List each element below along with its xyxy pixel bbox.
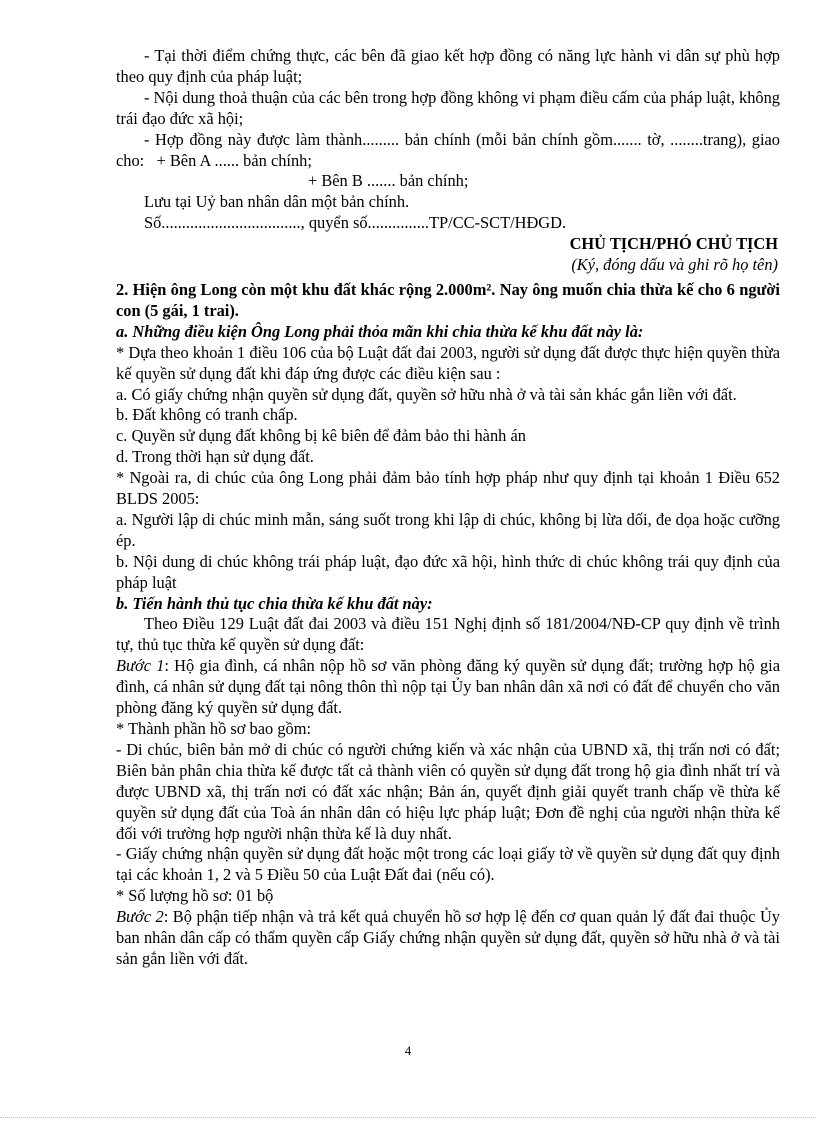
paragraph-dossier-2: - Giấy chứng nhận quyền sử dụng đất hoặc một trong các loại giấy tờ về quyền sử dụng đất quy định tại các khoản 1, 2 và 5 Điều 50 của Luật Đất đai (nếu có). <box>116 844 780 885</box>
step-1-label: Bước 1 <box>116 656 165 676</box>
step-1-text: : Hộ gia đình, cá nhân nộp hồ sơ văn phòng đăng ký quyền sử dụng đất; trường hợp hộ gia đình, cá nhân sử dụng đất tại nông thôn thì nộp tại Ủy ban nhân dân xã nơi có đất để chuyển cho văn phòng đăng ký quyền sử dụng đất. <box>116 656 780 718</box>
paragraph-dossier-1: - Di chúc, biên bản mở di chúc có người chứng kiến và xác nhận của UBND xã, thị trấn nơi có đất; Biên bản phân chia thừa kế được tất cả thành viên có quyền sử dụng đất trong hộ gia đình nhất trí và được UBND xã, thị trấn nơi có đất xác nhận; Bản án, quyết định giải quyết tranh chấp về thừa kế quyền sử dụng đất của Toà án nhân dân có hiệu lực pháp luật; Đơn đề nghị của người nhận thừa kế đối với trường hợp người nhận thừa kế là duy nhất. <box>116 739 780 843</box>
paragraph-copies <box>116 130 780 172</box>
condition-a: a. Có giấy chứng nhận quyền sử dụng đất, quyền sở hữu nhà ở và tài sản khác gắn liền với đất. <box>116 384 737 404</box>
page-number: 4 <box>404 1043 412 1058</box>
paragraph-capacity: - Tại thời điểm chứng thực, các bên đã giao kết hợp đồng có năng lực hành vi dân sự phù hợp theo quy định của pháp luật; <box>116 46 780 86</box>
subsection-a-heading: a. Những điều kiện Ông Long phải thỏa mãn khi chia thừa kế khu đất này là: <box>116 321 644 341</box>
paragraph-content: - Nội dung thoả thuận của các bên trong hợp đồng không vi phạm điều cấm của pháp luật, không trái đạo đức xã hội; <box>116 87 780 128</box>
paragraph-a1: * Dựa theo khoản 1 điều 106 của bộ Luật đất đai 2003, người sử dụng đất được thực hiện quyền thừa kế quyền sử dụng đất khi đáp ứng được các điều kiện sau : <box>116 342 780 383</box>
subsection-b-heading: b. Tiến hành thủ tục chia thừa kế khu đất này: <box>116 593 433 613</box>
step-2-label: Bước 2 <box>116 907 164 927</box>
signature-note: (Ký, đóng dấu và ghi rõ họ tên) <box>571 255 778 275</box>
document-page <box>116 46 780 970</box>
condition-b: b. Đất không có tranh chấp. <box>116 405 298 425</box>
will-condition-b: b. Nội dung di chúc không trái pháp luật, đạo đức xã hội, hình thức di chúc không trái quy định của pháp luật <box>116 551 780 592</box>
paragraph-dossier-count: * Số lượng hồ sơ: 01 bộ <box>116 886 274 906</box>
will-condition-a: a. Người lập di chúc minh mẫn, sáng suốt trong khi lập di chúc, không bị lừa dối, đe dọa hoặc cưỡng ép. <box>116 509 780 550</box>
step-2-text: : Bộ phận tiếp nhận và trả kết quả chuyển hồ sơ hợp lệ đến cơ quan quản lý đất đai thuộc Ủy ban nhân dân cấp có thẩm quyền cấp Giấy chứng nhận quyền sử dụng đất, quyền sở hữu nhà ở và tài sản gắn liền với đất. <box>116 907 780 968</box>
copies-party-a: + Bên A ...... bản chính; <box>156 150 312 170</box>
step-2 <box>116 907 780 970</box>
paragraph-will: * Ngoài ra, di chúc của ông Long phải đảm bảo tính hợp pháp như quy định tại khoản 1 Điều 652 BLDS 2005: <box>116 468 780 509</box>
condition-d: d. Trong thời hạn sử dụng đất. <box>116 447 314 467</box>
paragraph-dossier-heading: * Thành phần hồ sơ bao gồm: <box>116 719 312 738</box>
paragraph-number: Số.................................., quyển số...............TP/CC-SCT/HĐGD. <box>144 213 567 233</box>
section-2-heading: 2. Hiện ông Long còn một khu đất khác rộng 2.000m². Nay ông muốn chia thừa kế cho 6 người con (5 gái, 1 trai). <box>116 279 780 320</box>
paragraph-archive: Lưu tại Uỷ ban nhân dân một bản chính. <box>144 192 410 212</box>
step-1 <box>116 656 780 719</box>
copies-party-b: + Bên B ....... bản chính; <box>308 171 469 191</box>
paragraph-b1: Theo Điều 129 Luật đất đai 2003 và điều 151 Nghị định số 181/2004/NĐ-CP quy định về trình tự, thủ tục thừa kế quyền sử dụng đất: <box>116 614 780 655</box>
copies-text: - Hợp đồng này được làm thành......... bản chính (mỗi bản chính gồm....... tờ, ........trang), giao cho: <box>116 129 780 170</box>
signature-title: CHỦ TỊCH/PHÓ CHỦ TỊCH <box>569 234 778 254</box>
condition-c: c. Quyền sử dụng đất không bị kê biên để đảm bảo thi hành án <box>116 426 526 446</box>
page-bottom-divider <box>0 1117 816 1118</box>
